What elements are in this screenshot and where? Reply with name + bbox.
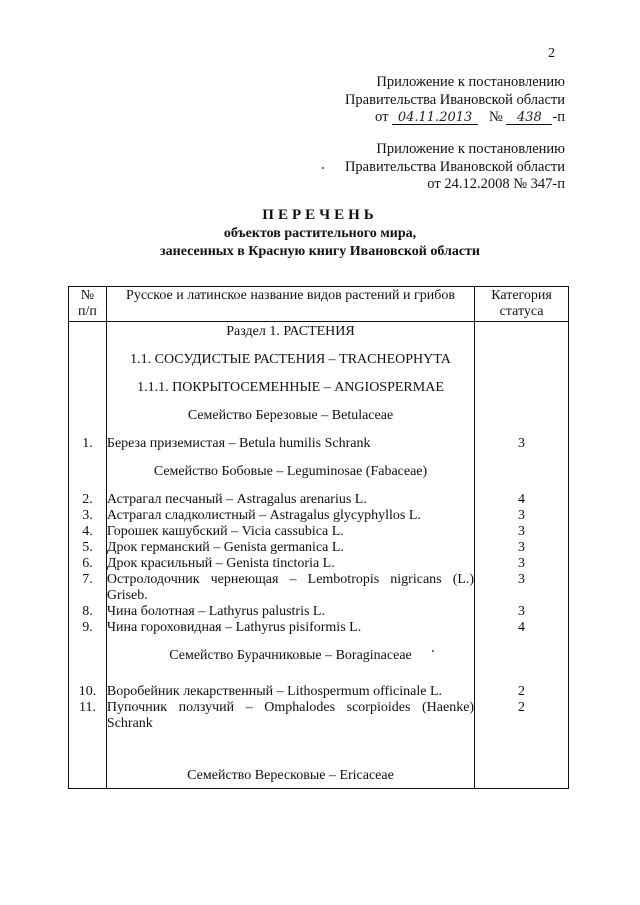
row-category: 3 bbox=[475, 508, 569, 524]
appendix-new-line2: Правительства Ивановской области bbox=[344, 91, 565, 108]
row-num: 5. bbox=[69, 540, 107, 556]
row-category: 3 bbox=[475, 572, 569, 604]
table-row bbox=[69, 508, 569, 524]
appendix-new-line1: Приложение к постановлению bbox=[376, 74, 565, 90]
number-label: № bbox=[488, 109, 503, 125]
row-num: 3. bbox=[69, 508, 107, 524]
row-species: Чина гороховидная – Lathyrus pisiformis L. bbox=[106, 620, 474, 636]
handwritten-number: 438 bbox=[506, 111, 552, 125]
scan-speck bbox=[322, 167, 324, 169]
row-species: Горошек кашубский – Vicia cassubica L. bbox=[106, 524, 474, 540]
title-heading: ПЕРЕЧЕНЬ bbox=[262, 207, 378, 223]
row-num: 8. bbox=[69, 604, 107, 620]
appendix-old-block bbox=[345, 141, 565, 194]
row-species: Дрок германский – Genista germanica L. bbox=[106, 540, 474, 556]
table-row bbox=[69, 524, 569, 540]
row-species: Астрагал песчаный – Astragalus arenarius L. bbox=[106, 480, 474, 508]
subsubsection-title: 1.1.1. ПОКРЫТОСЕМЕННЫЕ – ANGIOSPERMAE bbox=[106, 368, 474, 396]
row-species: Астрагал сладколистный – Astragalus glycyphyllos L. bbox=[106, 508, 474, 524]
row-species: Береза приземистая – Betula humilis Schrank bbox=[106, 424, 474, 452]
from-label: от bbox=[375, 109, 389, 125]
row-category: 2 bbox=[475, 664, 569, 700]
row-species: Воробейник лекарственный – Lithospermum officinale L. bbox=[106, 664, 474, 700]
row-category: 2 bbox=[475, 700, 569, 732]
table-row bbox=[69, 424, 569, 452]
section-title: Раздел 1. РАСТЕНИЯ bbox=[106, 322, 474, 341]
species-table bbox=[68, 286, 569, 789]
table-row bbox=[69, 700, 569, 732]
family-title: Семейство Вересковые – Ericaceae bbox=[106, 732, 474, 789]
family-title: Семейство Бобовые – Leguminosae (Fabaceae) bbox=[106, 452, 474, 480]
row-category: 3 bbox=[475, 604, 569, 620]
row-species: Дрок красильный – Genista tinctoria L. bbox=[106, 556, 474, 572]
title-line2: объектов растительного мира, bbox=[223, 226, 417, 241]
row-num: 1. bbox=[69, 424, 107, 452]
header-num bbox=[69, 287, 107, 322]
number-suffix: -п bbox=[552, 109, 565, 125]
header-name: Русское и латинское название видов растений и грибов bbox=[106, 287, 474, 322]
appendix-old-line1: Приложение к постановлению bbox=[376, 141, 565, 157]
header-cat-line2: статуса bbox=[499, 304, 544, 319]
row-num: 4. bbox=[69, 524, 107, 540]
scan-speck bbox=[432, 650, 434, 652]
table-row bbox=[69, 480, 569, 508]
row-category: 3 bbox=[475, 556, 569, 572]
row-category: 3 bbox=[475, 524, 569, 540]
row-species: Чина болотная – Lathyrus palustris L. bbox=[106, 604, 474, 620]
row-num: 9. bbox=[69, 620, 107, 636]
handwritten-date: 04.11.2013 bbox=[392, 111, 478, 125]
header-category bbox=[475, 287, 569, 322]
table-header-row bbox=[69, 287, 569, 322]
table-row bbox=[69, 620, 569, 636]
row-category: 3 bbox=[475, 540, 569, 556]
row-category: 4 bbox=[475, 480, 569, 508]
appendix-new-line3 bbox=[345, 109, 565, 127]
row-num: 6. bbox=[69, 556, 107, 572]
appendix-new-block bbox=[345, 74, 565, 127]
appendix-old-line2: Правительства Ивановской области bbox=[344, 158, 565, 175]
family-title: Семейство Березовые – Betulaceae bbox=[106, 396, 474, 424]
page-number: 2 bbox=[548, 46, 555, 61]
family-title: Семейство Бурачниковые – Boraginaceae bbox=[106, 636, 474, 664]
row-category: 3 bbox=[475, 424, 569, 452]
table-row bbox=[69, 556, 569, 572]
header-num-line2: п/п bbox=[78, 304, 97, 319]
header-cat-line1: Категория bbox=[491, 288, 552, 303]
table-row bbox=[69, 664, 569, 700]
subsection-title: 1.1. СОСУДИСТЫЕ РАСТЕНИЯ – TRACHEOPHYTA bbox=[106, 340, 474, 368]
appendix-old-line3: от 24.12.2008 № 347-п bbox=[427, 176, 565, 192]
row-species: Остролодочник чернеющая – Lembotropis nigricans (L.) Griseb. bbox=[106, 572, 475, 603]
header-num-line1: № bbox=[80, 288, 95, 303]
document-title bbox=[0, 205, 640, 261]
row-num: 11. bbox=[69, 700, 107, 732]
table-row bbox=[69, 604, 569, 620]
title-line3: занесенных в Красную книгу Ивановской области bbox=[160, 244, 480, 259]
table-row bbox=[69, 572, 569, 604]
row-num: 7. bbox=[69, 572, 107, 604]
row-species: Пупочник ползучий – Omphalodes scorpioides (Haenke) Schrank bbox=[106, 700, 475, 731]
row-num: 2. bbox=[69, 480, 107, 508]
table-row bbox=[69, 540, 569, 556]
row-category: 4 bbox=[475, 620, 569, 636]
row-num: 10. bbox=[69, 664, 107, 700]
